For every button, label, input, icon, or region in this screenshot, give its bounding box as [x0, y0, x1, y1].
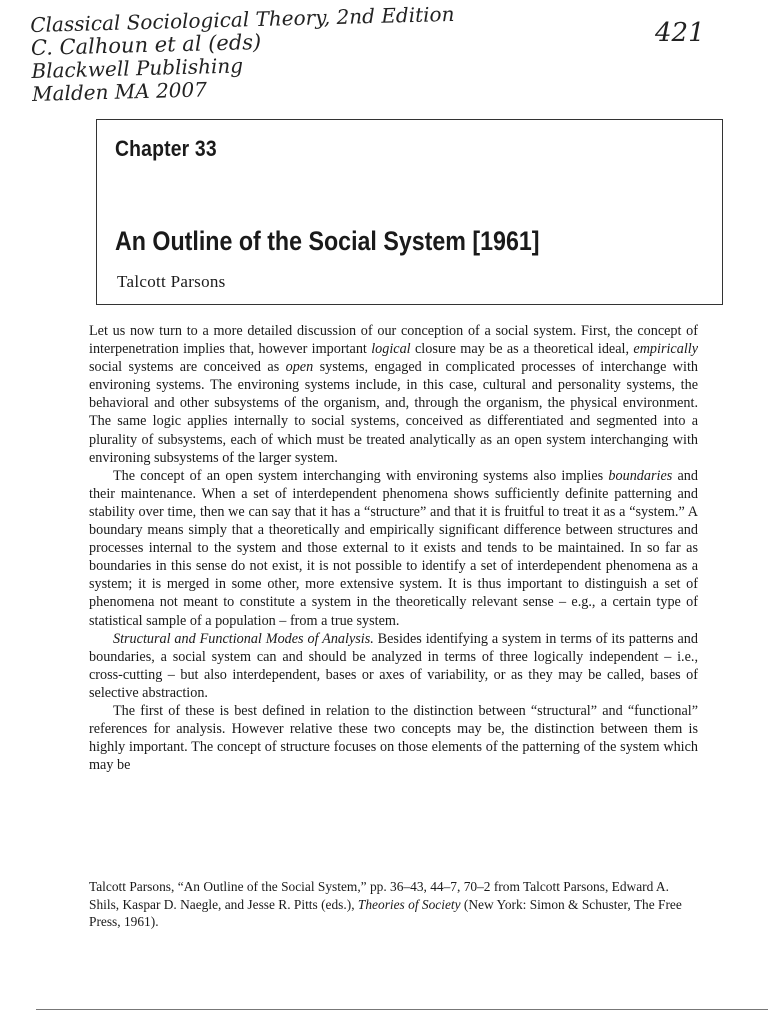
- bottom-rule: [36, 1009, 768, 1010]
- chapter-number: Chapter 33: [115, 136, 217, 161]
- section-heading-inline: Structural and Functional Modes of Analysis.: [113, 630, 374, 647]
- text-run: Talcott Parsons, “An Outline of the Social System,” pp. 36–43, 44–7, 70–2 from Talcott Parsons, Edward A. Shils, Kaspar D. Naegle, and Jesse R. Pitts (eds.),: [89, 879, 669, 912]
- handwritten-line: Classical Sociological Theory, 2nd Edition: [29, 1, 455, 37]
- handwritten-line: Malden MA 2007: [31, 77, 208, 106]
- italic-text: Theories of Society: [357, 896, 461, 912]
- handwritten-line: Blackwell Publishing: [31, 53, 244, 83]
- italic-text: boundaries: [608, 467, 673, 484]
- chapter-title: An Outline of the Social System [1961]: [115, 226, 540, 256]
- chapter-header-box: [96, 119, 723, 305]
- text-run: social systems are conceived as: [89, 359, 286, 376]
- text-run: The concept of an open system interchanging with environing systems also implies: [113, 467, 609, 484]
- text-run: closure may be as a theoretical ideal,: [410, 341, 634, 358]
- paragraph: [89, 702, 698, 774]
- text-run: (New York: Simon & Schuster, The Free Press, 1961).: [89, 896, 682, 929]
- handwritten-line: C. Calhoun et al (eds): [30, 29, 262, 60]
- italic-text: empirically: [633, 341, 699, 358]
- text-run: and their maintenance. When a set of interdependent phenomena shows sufficiently definite patterning and stability over time, then we can say that it has a “structure” and that it is fruitful to treat it as a “system.” A boundary means simply that a theoretically and empirically significant difference between structures and processes internal to the system and those external to it exists and tends to be maintained. In so far as boundaries in this sense do not exist, it is not possible to identify a set of interdependent phenomena as a system; it is merged in some other, more extensive system. It is thus important to distinguish a set of phenomena not meant to constitute a system in the theoretically relevant sense – e.g., a certain type of statistical sample of a population – from a true system.: [89, 467, 698, 629]
- paragraph: [89, 630, 698, 702]
- body-text: [89, 322, 698, 774]
- text-run: The first of these is best defined in relation to the distinction between “structural” and “functional” references for analysis. However relative these two concepts may be, the distinction between them is highly important. The concept of structure focuses on those elements of the patterning of the system which may be: [89, 702, 698, 774]
- text-run: systems, engaged in complicated processes of interchange with environing systems. The environing systems include, in this case, cultural and personality systems, the behavioral and other subsystems of the organism, and, through the organism, the physical environment. The same logic applies internally to social systems, conceived as differentiated and segmented into a plurality of subsystems, each of which must be treated analytically as an open system interchanging with environing subsystems of the larger system.: [89, 359, 698, 466]
- chapter-author: Talcott Parsons: [117, 272, 226, 291]
- text-run: Besides identifying a system in terms of its patterns and boundaries, a social system can and should be analyzed in terms of three logically independent – i.e., cross-cutting – but also interdependent, bases or axes of variability, or as they may be called, bases of selective abstraction.: [89, 630, 698, 701]
- italic-text: open: [285, 359, 314, 376]
- paragraph: [89, 467, 698, 630]
- handwritten-citation-note: [30, 3, 457, 106]
- paragraph: [89, 322, 698, 467]
- source-footnote: [89, 878, 698, 931]
- page-number: 421: [655, 18, 705, 48]
- italic-text: logical: [371, 341, 411, 358]
- text-run: Let us now turn to a more detailed discussion of our conception of a social system. First, the concept of interpenetration implies that, however important: [89, 323, 698, 358]
